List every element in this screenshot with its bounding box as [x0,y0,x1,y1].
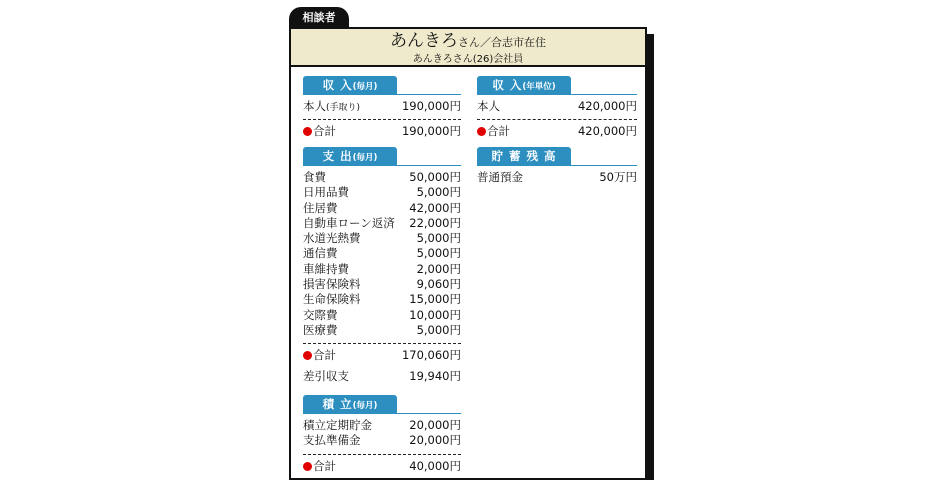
expenses-section [303,147,461,384]
table-row [303,277,461,292]
row-label: 普通預金 [477,170,523,184]
row-value: 5,000円 [416,246,461,261]
row-label: 交際費 [303,307,338,322]
table-row [303,231,461,246]
table-row [303,262,461,277]
table-row [303,99,461,114]
total-label: 合計 [313,458,336,473]
table-row [303,246,461,261]
red-dot-icon [477,127,486,136]
table-row [303,433,461,448]
table-row [303,170,461,185]
row-label: 積立定期貯金 [303,418,372,432]
red-dot-icon [303,351,312,360]
row-label: 自動車ローン返済 [303,215,395,230]
total-row [303,459,461,474]
row-label: 日用品費 [303,185,349,200]
row-value: 22,000円 [409,215,461,230]
row-value: 5,000円 [416,231,461,246]
client-name: あんきろ [390,31,458,51]
income-monthly-section [303,76,461,140]
row-label: 損害保険料 [303,277,361,292]
row-value: 10,000円 [409,307,461,322]
total-value: 170,060円 [401,348,461,363]
row-label: 住居費 [303,200,338,215]
section-subtitle: (毎月) [352,153,378,163]
total-row [303,124,461,139]
consultant-tab: 相談者 [289,7,349,31]
card-header [291,29,645,67]
row-label: 生命保険料 [303,292,361,307]
savings-plan-section [303,395,461,474]
row-label: 車維持費 [303,261,349,276]
client-name-line [291,31,645,53]
section-title: 積 立 [322,397,353,411]
balance-label: 差引収支 [303,368,349,383]
section-title: 収 入 [492,78,523,92]
section-title: 貯 蓄 残 高 [491,149,557,163]
table-row [303,185,461,200]
client-detail: あんきろさん(26)会社員 [412,54,524,65]
table-row [477,99,637,114]
table-row [303,308,461,323]
table-row [303,292,461,307]
row-value: 15,000円 [409,292,461,307]
section-heading [303,395,461,414]
dashed-divider [303,119,461,120]
row-value: 50,000円 [409,170,461,184]
section-heading [303,147,461,166]
total-value: 40,000円 [409,458,461,473]
table-row [303,201,461,216]
row-value: 5,000円 [416,185,461,200]
total-row [477,124,637,139]
row-label: 本人 [477,99,500,113]
total-label: 合計 [487,124,510,139]
dashed-divider [477,119,637,120]
section-subtitle: (年単位) [522,82,556,92]
row-value: 50万円 [599,170,637,184]
section-heading [477,147,637,166]
row-value: 20,000円 [409,418,461,432]
balance-value: 19,940円 [409,368,461,383]
dashed-divider [303,454,461,455]
expense-list [303,170,461,338]
row-value: 5,000円 [416,322,461,337]
client-location: ／合志市在住 [480,36,546,49]
table-row [477,170,637,185]
total-row [303,348,461,363]
row-label: 水道光熱費 [303,231,361,246]
row-value: 9,060円 [416,277,461,292]
row-value: 20,000円 [409,433,461,448]
row-value: 2,000円 [416,261,461,276]
row-value: 190,000円 [401,99,461,113]
red-dot-icon [303,462,312,471]
client-honorific: さん [458,36,480,49]
table-row [303,323,461,338]
section-subtitle: (毎月) [352,401,378,411]
red-dot-icon [303,127,312,136]
row-label: 食費 [303,170,326,184]
row-note: (手取り) [326,103,361,113]
row-label: 本人 [303,99,326,113]
household-budget-card [289,27,647,480]
balance-row [303,369,461,384]
savings-balance-section [477,147,637,185]
section-title: 支 出 [322,149,353,163]
table-row [303,418,461,433]
section-subtitle: (毎月) [352,82,378,92]
total-value: 420,000円 [577,124,637,139]
row-label: 医療費 [303,322,338,337]
total-label: 合計 [313,348,336,363]
table-row [303,216,461,231]
section-title: 収 入 [322,78,353,92]
income-yearly-section [477,76,637,140]
row-label: 通信費 [303,246,338,261]
row-value: 42,000円 [409,200,461,215]
dashed-divider [303,343,461,344]
section-heading [477,76,637,95]
total-value: 190,000円 [401,124,461,139]
section-heading [303,76,461,95]
total-label: 合計 [313,124,336,139]
row-label: 支払準備金 [303,433,361,448]
row-value: 420,000円 [577,99,637,113]
